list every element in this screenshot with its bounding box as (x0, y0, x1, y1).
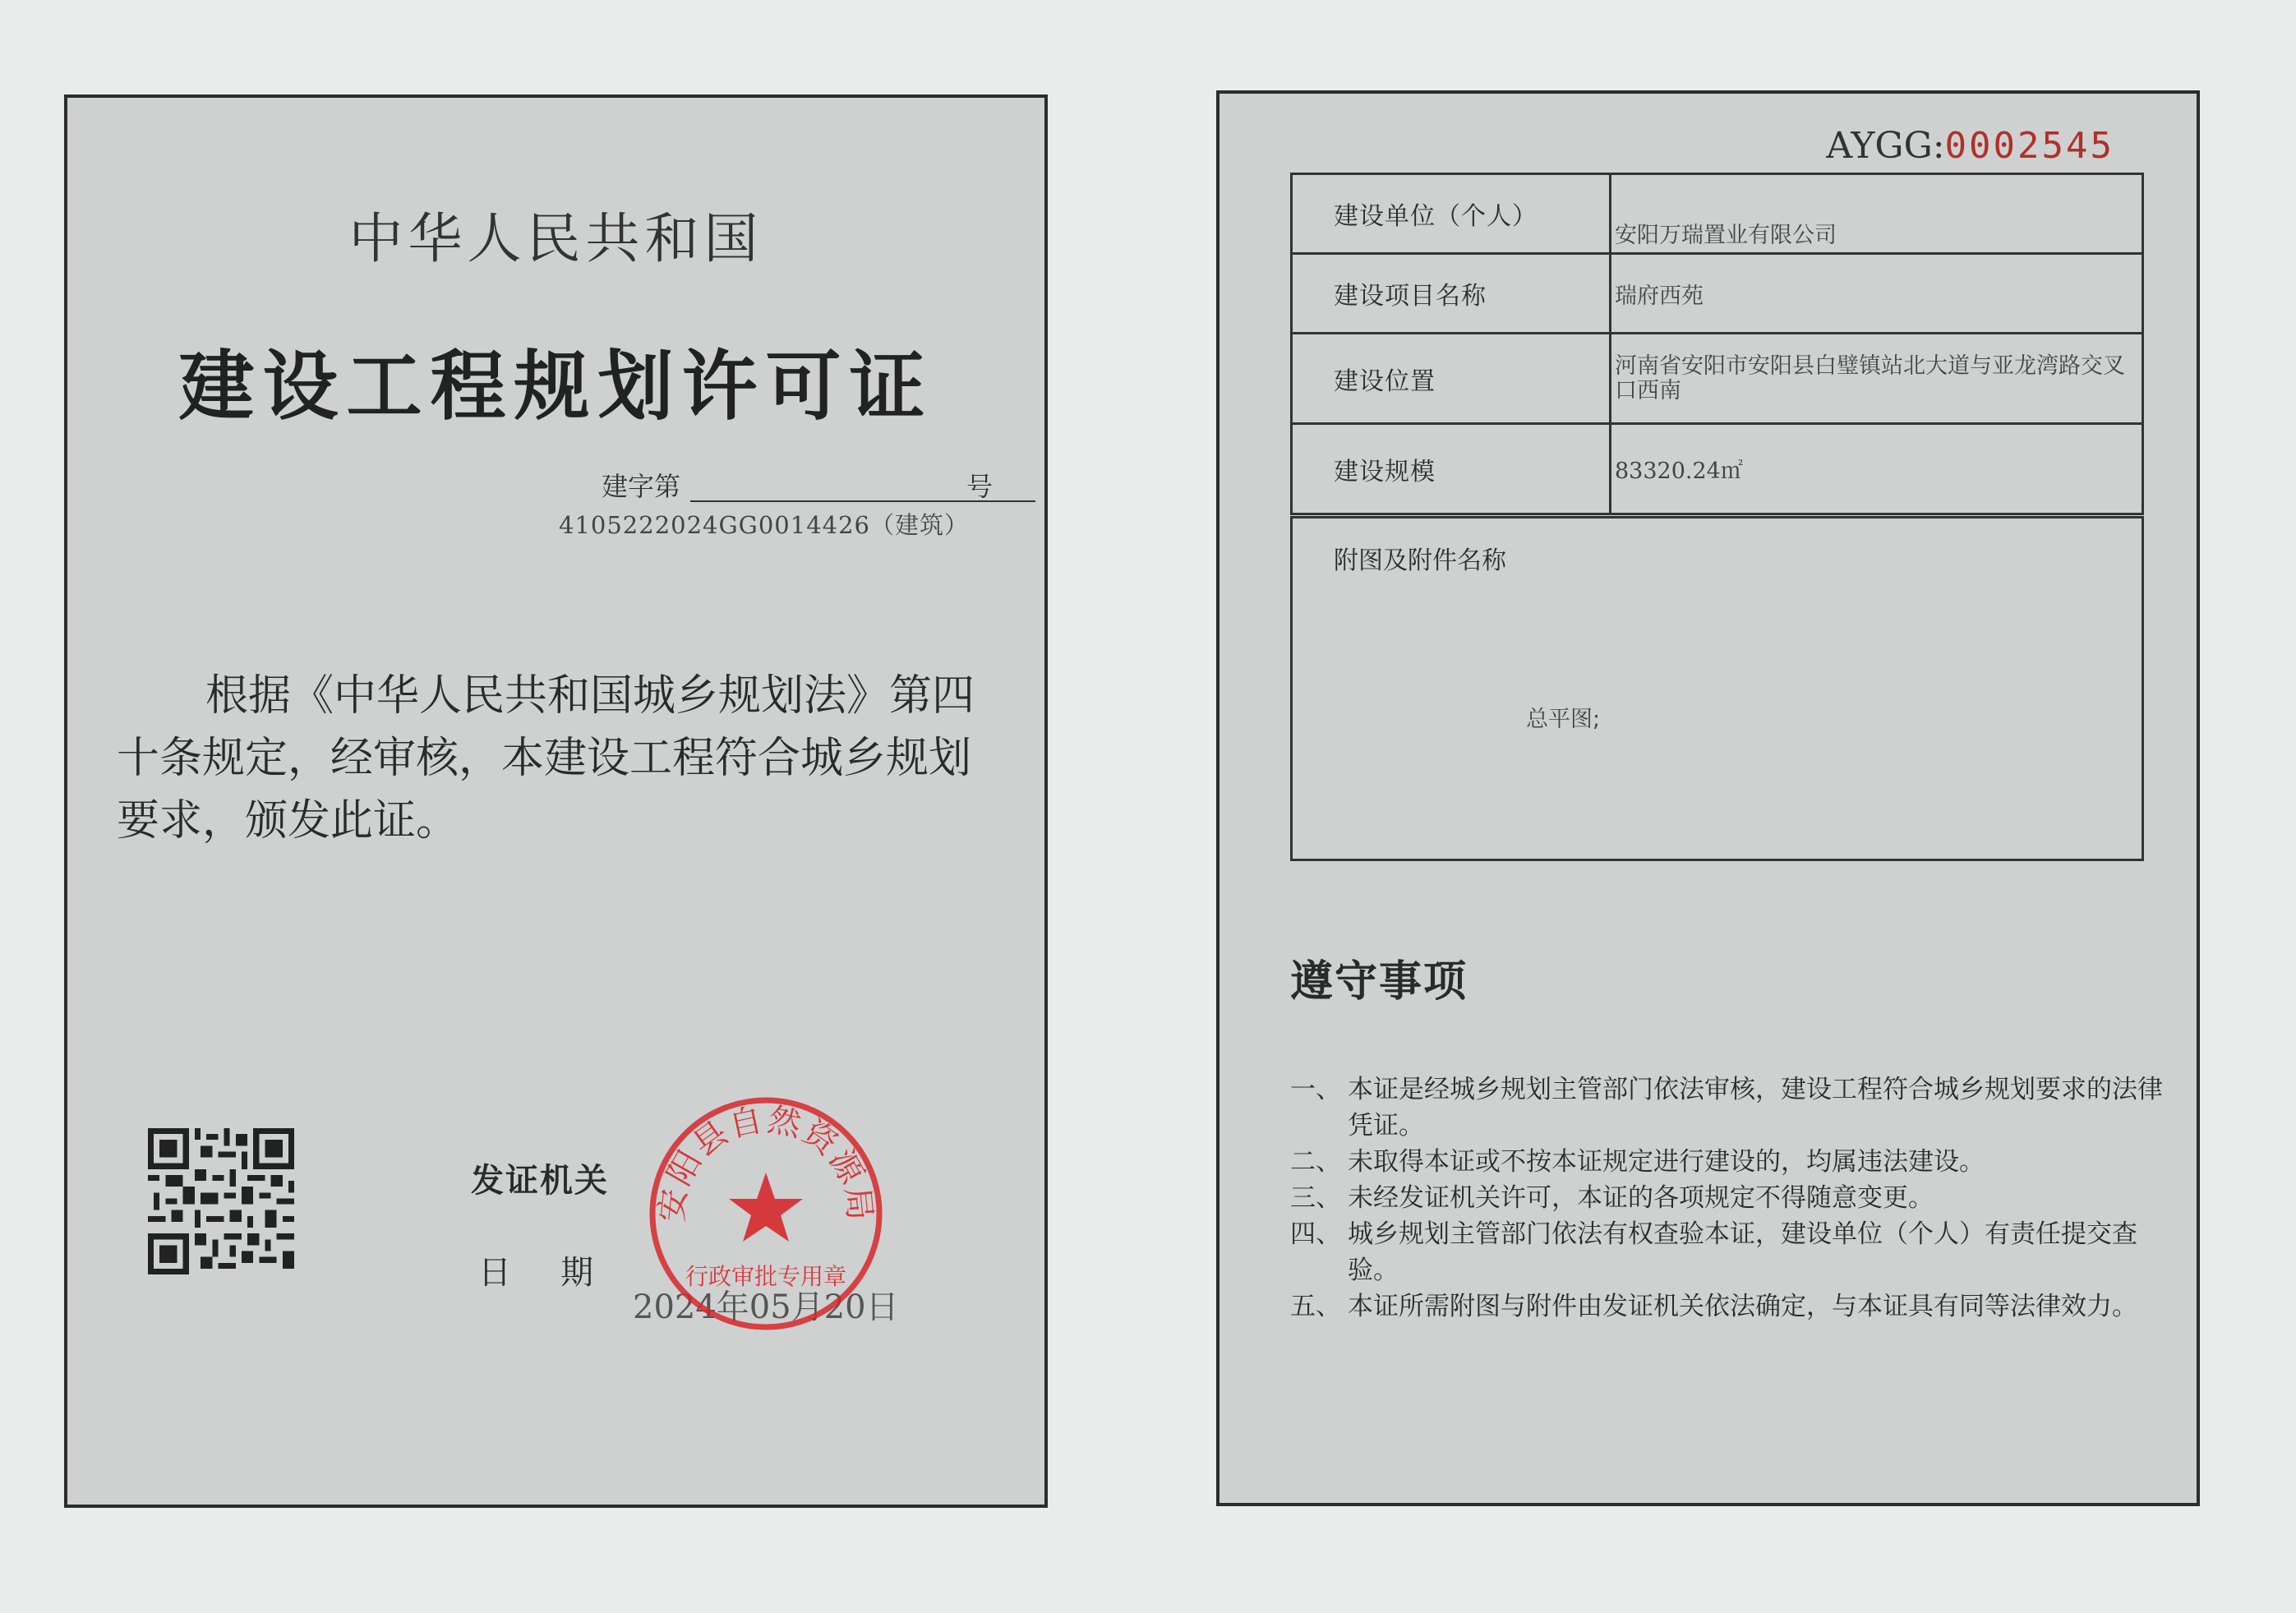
notice-text: 本证所需附图与附件由发证机关依法确定，与本证具有同等法律效力。 (1348, 1292, 2137, 1321)
qr-code-icon (148, 1128, 294, 1274)
seal-bottom-text: 行政审批专用章 (685, 1263, 847, 1290)
certificate-number: 4105222024GG0014426（建筑） (559, 511, 969, 539)
notice-number: 三、 (1290, 1183, 1341, 1213)
serial-prefix: AYGG: (1826, 125, 1945, 167)
certificate-cover-page (64, 94, 1048, 1508)
table-row (1292, 254, 2143, 334)
list-item (1290, 1144, 2169, 1180)
list-item (1290, 1071, 2169, 1144)
certificate-title: 建设工程规划许可证 (178, 343, 934, 431)
notice-text: 未取得本证或不按本证规定进行建设的，均属违法建设。 (1348, 1147, 1985, 1177)
row-label: 建设规模 (1292, 424, 1611, 514)
row-value: 83320.24㎡ (1611, 424, 2143, 514)
attachments-box (1290, 516, 2144, 861)
country-title: 中华人民共和国 (348, 207, 763, 270)
table-row (1292, 174, 2143, 254)
notice-text: 城乡规划主管部门依法有权查验本证，建设单位（个人）有责任提交查验。 (1348, 1219, 2137, 1285)
serial-code: 0002545 (1944, 125, 2114, 167)
notice-text: 未经发证机关许可，本证的各项规定不得随意变更。 (1348, 1183, 1934, 1213)
list-item (1290, 1288, 2169, 1325)
row-label: 建设单位（个人） (1292, 174, 1611, 254)
attachments-label: 附图及附件名称 (1334, 546, 1506, 575)
number-suffix: 号 (966, 471, 994, 502)
info-table (1290, 173, 2144, 515)
notice-text: 本证是经城乡规划主管部门依法审核，建设工程符合城乡规划要求的法律凭证。 (1348, 1075, 2163, 1141)
certificate-body-text (117, 665, 1004, 852)
notice-title: 遵守事项 (1290, 957, 1468, 1007)
row-value: 瑞府西苑 (1611, 254, 2143, 334)
list-item (1290, 1180, 2169, 1216)
table-row (1292, 334, 2143, 424)
number-prefix: 建字第 (602, 471, 681, 502)
notice-list (1290, 1071, 2169, 1325)
notice-number: 五、 (1290, 1292, 1341, 1321)
row-label: 建设位置 (1292, 334, 1611, 424)
notice-number: 二、 (1290, 1147, 1341, 1177)
notice-number: 一、 (1290, 1075, 1341, 1104)
certificate-body-content: 根据《中华人民共和国城乡规划法》第四十条规定，经审核，本建设工程符合城乡规划要求，颁发此证。 (117, 671, 975, 846)
serial-number (1826, 125, 2114, 167)
date-label: 日期 (478, 1254, 643, 1292)
seal-arc-text: 安阳县自然资源局 (652, 1100, 879, 1224)
row-value: 河南省安阳市安阳县白璧镇站北大道与亚龙湾路交叉口西南 (1611, 334, 2143, 424)
notice-number: 四、 (1290, 1219, 1341, 1249)
certificate-details-page (1216, 90, 2200, 1506)
issuer-label: 发证机关 (471, 1162, 609, 1200)
row-value: 安阳万瑞置业有限公司 (1611, 174, 2143, 254)
seal-star-icon (729, 1173, 803, 1242)
official-seal (643, 1090, 889, 1337)
row-label: 建设项目名称 (1292, 254, 1611, 334)
issue-date: 2024年05月20日 (633, 1288, 899, 1326)
attachments-value: 总平图; (1526, 707, 1601, 732)
list-item (1290, 1216, 2169, 1288)
table-row (1292, 424, 2143, 514)
